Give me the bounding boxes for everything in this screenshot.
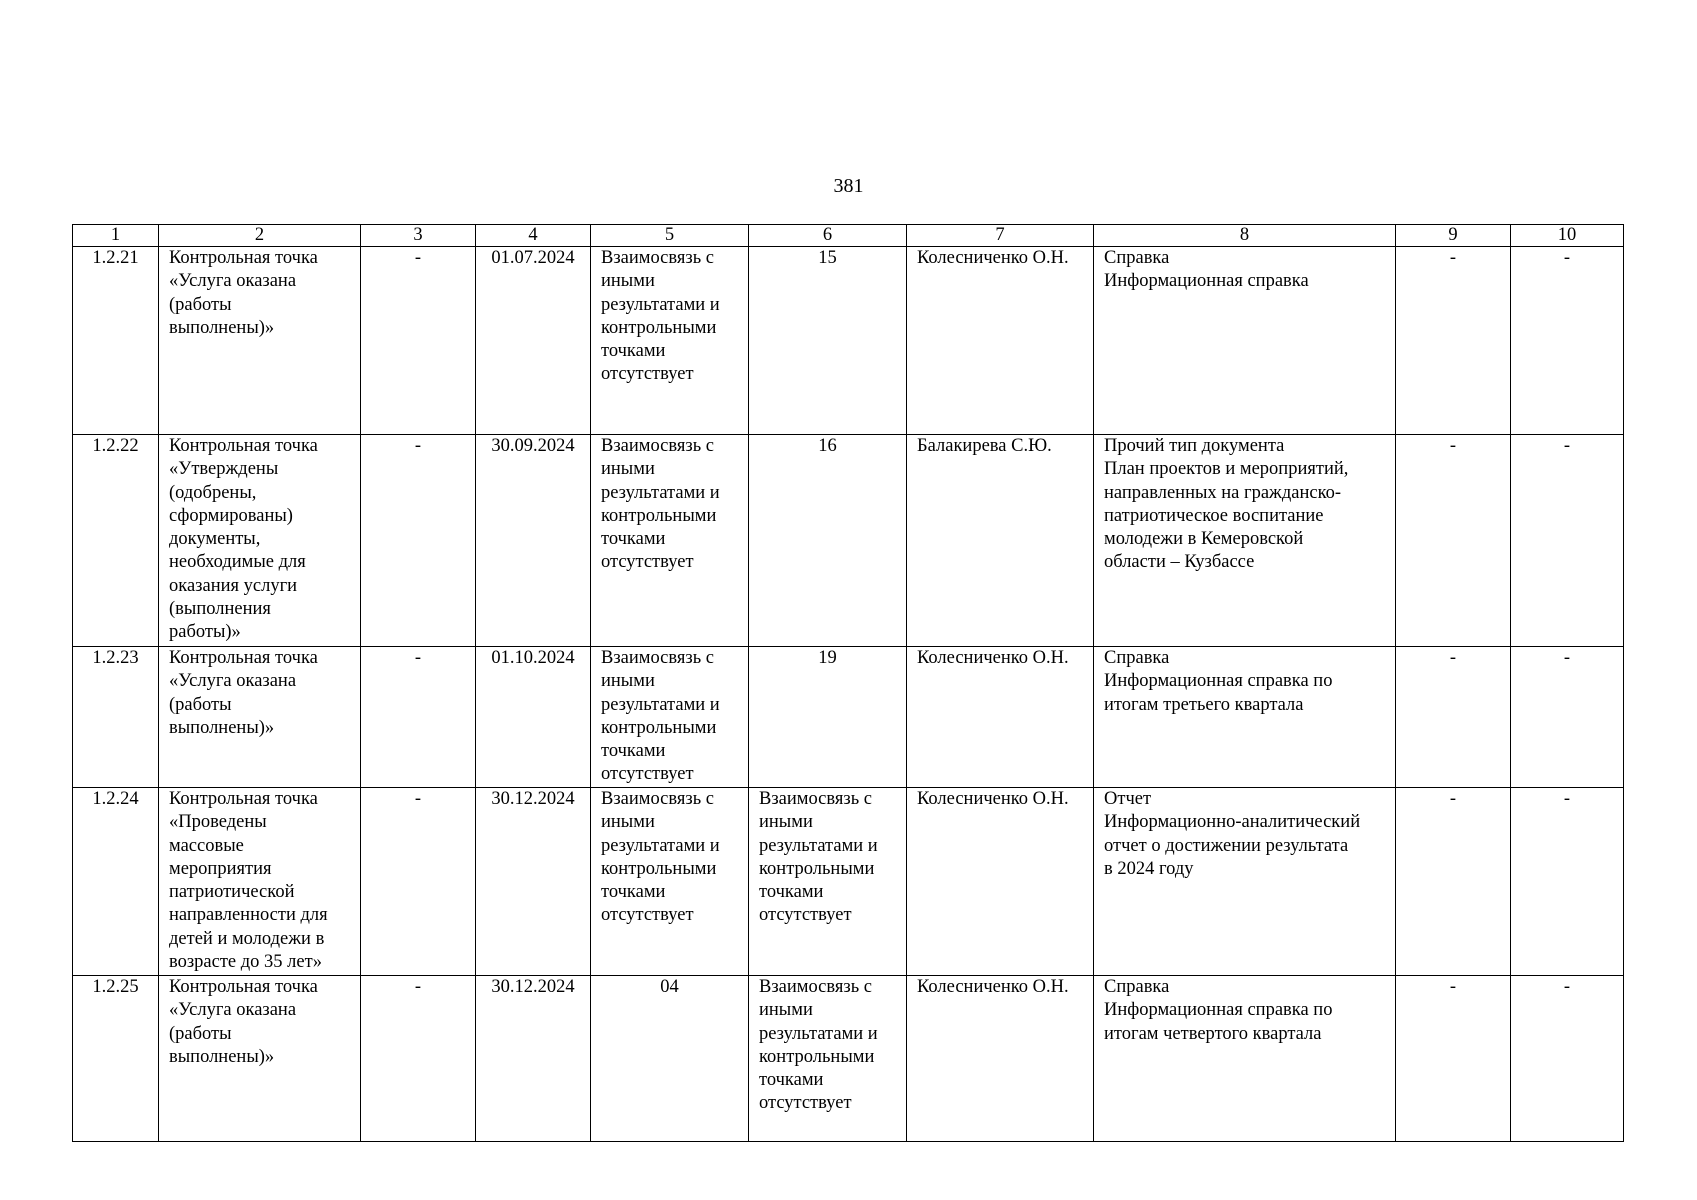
cell-col3: - xyxy=(361,976,476,1142)
cell-document xyxy=(1094,788,1396,976)
cell-responsible: Балакирева С.Ю. xyxy=(907,435,1094,647)
cell-text-line: (выполнения xyxy=(169,599,271,620)
cell-text-line: точками xyxy=(601,341,666,362)
cell-text-line: результатами и xyxy=(601,694,720,715)
cell-text-line: 19 xyxy=(818,648,837,668)
header-row xyxy=(73,225,1624,247)
cell-text-line: молодежи в Кемеровской xyxy=(1104,529,1304,550)
cell-text-line: патриотической xyxy=(169,882,295,903)
cell-text-line: «Услуга оказана xyxy=(169,271,297,292)
cell-date: 01.07.2024 xyxy=(476,247,591,435)
cell-text-line: 04 xyxy=(660,977,679,997)
cell-text-line: мероприятия xyxy=(169,858,272,879)
cell-text-line: Контрольная точка xyxy=(169,977,318,997)
cell-text-line: «Утверждены xyxy=(169,459,279,480)
cell-text-line: контрольными xyxy=(601,505,717,526)
cell-relation-2 xyxy=(749,435,907,647)
cell-number: 1.2.23 xyxy=(73,647,159,788)
cell-text-line: Взаимосвязь с xyxy=(759,789,872,809)
header-cell: 9 xyxy=(1396,225,1511,247)
cell-number: 1.2.22 xyxy=(73,435,159,647)
cell-text-line: 16 xyxy=(818,436,837,456)
cell-text-line: Контрольная точка xyxy=(169,248,318,268)
cell-text-line: Информационная справка по xyxy=(1104,1000,1333,1021)
cell-text-line: Взаимосвязь с xyxy=(601,648,714,668)
cell-text-line: контрольными xyxy=(759,1046,875,1067)
cell-text-line: контрольными xyxy=(601,317,717,338)
cell-text-line: отчет о достижении результата xyxy=(1104,835,1349,856)
cell-text-line: выполнены)» xyxy=(169,717,275,738)
cell-document xyxy=(1094,247,1396,435)
cell-text-line: Контрольная точка xyxy=(169,789,318,809)
cell-text-line: точками xyxy=(601,529,666,550)
cell-text-line: точками xyxy=(601,741,666,762)
cell-text-line: Взаимосвязь с xyxy=(601,789,714,809)
cell-date: 01.10.2024 xyxy=(476,647,591,788)
cell-text-line: иными xyxy=(601,459,655,480)
cell-text-line: План проектов и мероприятий, xyxy=(1104,459,1349,480)
cell-text-line: 15 xyxy=(818,248,837,268)
cell-text-line: иными xyxy=(601,271,655,292)
cell-number: 1.2.25 xyxy=(73,976,159,1142)
header-cell: 4 xyxy=(476,225,591,247)
cell-col9: - xyxy=(1396,435,1511,647)
cell-text-line: Справка xyxy=(1104,977,1170,997)
cell-text-line: Отчет xyxy=(1104,789,1152,809)
cell-document xyxy=(1094,976,1396,1142)
header-cell: 8 xyxy=(1094,225,1396,247)
header-cell: 3 xyxy=(361,225,476,247)
cell-col10: - xyxy=(1511,435,1624,647)
cell-col10: - xyxy=(1511,247,1624,435)
cell-col3: - xyxy=(361,247,476,435)
cell-text-line: «Услуга оказана xyxy=(169,671,297,692)
cell-col9: - xyxy=(1396,247,1511,435)
cell-responsible: Колесниченко О.Н. xyxy=(907,788,1094,976)
cell-text-line: Информационно-аналитический xyxy=(1104,812,1361,833)
cell-col3: - xyxy=(361,788,476,976)
cell-relation xyxy=(591,647,749,788)
cell-text-line: иными xyxy=(601,671,655,692)
cell-text-line: иными xyxy=(759,812,813,833)
cell-name xyxy=(159,435,361,647)
table-row xyxy=(73,647,1624,788)
cell-text-line: (одобрены, xyxy=(169,482,257,503)
cell-text-line: направленности для xyxy=(169,905,328,926)
cell-text-line: оказания услуги xyxy=(169,575,298,596)
cell-text-line: контрольными xyxy=(601,717,717,738)
cell-text-line: отсутствует xyxy=(759,905,852,926)
cell-col10: - xyxy=(1511,976,1624,1142)
cell-text-line: отсутствует xyxy=(601,905,694,926)
cell-relation-2 xyxy=(749,976,907,1142)
cell-text-line: Справка xyxy=(1104,648,1170,668)
cell-col9: - xyxy=(1396,647,1511,788)
header-cell: 10 xyxy=(1511,225,1624,247)
cell-date: 30.09.2024 xyxy=(476,435,591,647)
cell-text-line: точками xyxy=(759,882,824,903)
table-row xyxy=(73,788,1624,976)
cell-relation xyxy=(591,247,749,435)
cell-name xyxy=(159,976,361,1142)
cell-text-line: Взаимосвязь с xyxy=(601,248,714,268)
header-cell: 1 xyxy=(73,225,159,247)
cell-text-line: отсутствует xyxy=(601,552,694,573)
cell-date: 30.12.2024 xyxy=(476,976,591,1142)
cell-text-line: массовые xyxy=(169,835,244,856)
table-row xyxy=(73,435,1624,647)
cell-name xyxy=(159,247,361,435)
cell-text-line: «Услуга оказана xyxy=(169,1000,297,1021)
cell-text-line: результатами и xyxy=(759,835,878,856)
cell-text-line: детей и молодежи в xyxy=(169,928,325,949)
cell-text-line: Контрольная точка xyxy=(169,436,318,456)
cell-relation xyxy=(591,788,749,976)
table-row xyxy=(73,247,1624,435)
cell-text-line: результатами и xyxy=(601,294,720,315)
cell-text-line: иными xyxy=(601,812,655,833)
cell-text-line: Информационная справка по xyxy=(1104,671,1333,692)
cell-col10: - xyxy=(1511,647,1624,788)
header-cell: 2 xyxy=(159,225,361,247)
cell-text-line: (работы xyxy=(169,694,232,715)
cell-responsible: Колесниченко О.Н. xyxy=(907,647,1094,788)
cell-text-line: отсутствует xyxy=(601,764,694,785)
cell-text-line: Контрольная точка xyxy=(169,648,318,668)
cell-text-line: результатами и xyxy=(601,835,720,856)
cell-text-line: направленных на гражданско- xyxy=(1104,482,1342,503)
cell-text-line: области – Кузбассе xyxy=(1104,552,1255,573)
cell-text-line: результатами и xyxy=(601,482,720,503)
cell-document xyxy=(1094,647,1396,788)
header-cell: 7 xyxy=(907,225,1094,247)
header-cell: 6 xyxy=(749,225,907,247)
cell-text-line: Взаимосвязь с xyxy=(759,977,872,997)
cell-number: 1.2.24 xyxy=(73,788,159,976)
cell-text-line: в 2024 году xyxy=(1104,858,1194,879)
cell-document xyxy=(1094,435,1396,647)
table-row xyxy=(73,976,1624,1142)
cell-text-line: патриотическое воспитание xyxy=(1104,505,1324,526)
cell-date: 30.12.2024 xyxy=(476,788,591,976)
cell-text-line: «Проведены xyxy=(169,812,267,833)
cell-text-line: контрольными xyxy=(601,858,717,879)
cell-text-line: Взаимосвязь с xyxy=(601,436,714,456)
cell-col9: - xyxy=(1396,976,1511,1142)
page-number: 381 xyxy=(833,175,864,197)
cell-relation xyxy=(591,435,749,647)
cell-text-line: контрольными xyxy=(759,858,875,879)
header-cell: 5 xyxy=(591,225,749,247)
cell-name xyxy=(159,788,361,976)
cell-col9: - xyxy=(1396,788,1511,976)
cell-text-line: (работы xyxy=(169,1023,232,1044)
cell-text-line: результатами и xyxy=(759,1023,878,1044)
cell-text-line: документы, xyxy=(169,529,261,550)
cell-relation-2 xyxy=(749,788,907,976)
control-points-table xyxy=(72,224,1624,1142)
cell-col3: - xyxy=(361,435,476,647)
cell-text-line: итогам третьего квартала xyxy=(1104,694,1304,715)
cell-text-line: работы)» xyxy=(169,622,241,643)
cell-text-line: (работы xyxy=(169,294,232,315)
cell-text-line: итогам четвертого квартала xyxy=(1104,1023,1322,1044)
cell-name xyxy=(159,647,361,788)
cell-number: 1.2.21 xyxy=(73,247,159,435)
cell-text-line: сформированы) xyxy=(169,505,293,526)
cell-col3: - xyxy=(361,647,476,788)
cell-relation-2 xyxy=(749,247,907,435)
cell-text-line: отсутствует xyxy=(601,364,694,385)
cell-responsible: Колесниченко О.Н. xyxy=(907,976,1094,1142)
cell-text-line: выполнены)» xyxy=(169,317,275,338)
cell-relation xyxy=(591,976,749,1142)
cell-text-line: отсутствует xyxy=(759,1093,852,1114)
cell-relation-2 xyxy=(749,647,907,788)
cell-text-line: Прочий тип документа xyxy=(1104,436,1285,456)
cell-text-line: выполнены)» xyxy=(169,1046,275,1067)
cell-text-line: необходимые для xyxy=(169,552,306,573)
cell-col10: - xyxy=(1511,788,1624,976)
cell-text-line: иными xyxy=(759,1000,813,1021)
cell-text-line: Справка xyxy=(1104,248,1170,268)
cell-text-line: точками xyxy=(601,882,666,903)
cell-responsible: Колесниченко О.Н. xyxy=(907,247,1094,435)
cell-text-line: возрасте до 35 лет» xyxy=(169,952,322,973)
cell-text-line: Информационная справка xyxy=(1104,271,1309,292)
cell-text-line: точками xyxy=(759,1070,824,1091)
